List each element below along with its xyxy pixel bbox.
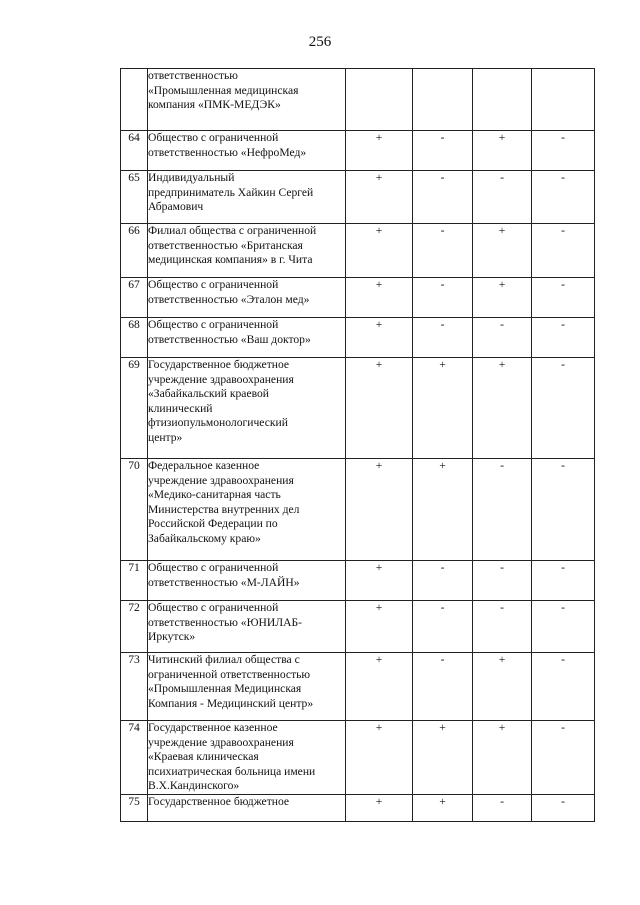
mark-cell-2: - — [413, 224, 473, 278]
mark-cell-2 — [413, 69, 473, 131]
table-row — [121, 601, 595, 653]
organization-name — [148, 131, 346, 171]
organization-name-line: учреждение здравоохранения — [148, 372, 294, 386]
mark-cell-1 — [346, 69, 413, 131]
organization-name — [148, 278, 346, 318]
mark-cell-2: - — [413, 171, 473, 224]
table-row — [121, 69, 595, 131]
mark-cell-1: + — [346, 601, 413, 653]
row-number: 64 — [121, 131, 148, 171]
mark-cell-2: - — [413, 318, 473, 358]
mark-cell-4: - — [532, 224, 595, 278]
organization-name-line: Читинский филиал общества с — [148, 653, 300, 666]
mark-cell-4: - — [532, 318, 595, 358]
mark-cell-2: - — [413, 561, 473, 601]
mark-cell-4: - — [532, 601, 595, 653]
mark-cell-1: + — [346, 653, 413, 721]
mark-cell-4: - — [532, 653, 595, 721]
mark-cell-1: + — [346, 171, 413, 224]
mark-cell-1: + — [346, 358, 413, 459]
mark-cell-3: + — [473, 358, 532, 459]
mark-cell-3: - — [473, 318, 532, 358]
table-body — [121, 69, 595, 822]
organization-name — [148, 561, 346, 601]
row-number: 72 — [121, 601, 148, 653]
mark-cell-4 — [532, 69, 595, 131]
row-number: 65 — [121, 171, 148, 224]
organization-name-line: фтизиопульмонологический — [148, 416, 288, 430]
organizations-table — [120, 68, 595, 822]
organization-name-line: учреждение здравоохранения — [148, 735, 294, 749]
row-number: 74 — [121, 721, 148, 795]
organization-name — [148, 69, 346, 131]
organization-name-line: Российской Федерации по — [148, 517, 278, 531]
mark-cell-3: - — [473, 794, 532, 821]
mark-cell-4: - — [532, 358, 595, 459]
organization-name — [148, 794, 346, 821]
table-row — [121, 721, 595, 795]
organization-name-line: ответственностью — [148, 69, 238, 82]
organization-name-line: Общество с ограниченной — [148, 601, 279, 614]
organization-name-line: В.Х.Кандинского» — [148, 779, 240, 793]
organization-name-line: Филиал общества с ограниченной — [148, 224, 317, 237]
row-number: 68 — [121, 318, 148, 358]
organization-name-line: центр» — [148, 430, 183, 444]
row-number: 71 — [121, 561, 148, 601]
organization-name-line: Федеральное казенное — [148, 459, 260, 472]
row-number: 70 — [121, 459, 148, 561]
row-number: 69 — [121, 358, 148, 459]
mark-cell-2: - — [413, 131, 473, 171]
mark-cell-1: + — [346, 224, 413, 278]
organization-name-line: Индивидуальный — [148, 171, 235, 184]
table-row — [121, 459, 595, 561]
row-number — [121, 69, 148, 131]
table-row — [121, 278, 595, 318]
mark-cell-3: - — [473, 459, 532, 561]
organization-name-line: ответственностью «Эталон мед» — [148, 292, 310, 306]
organization-name-line: психиатрическая больница имени — [148, 764, 316, 778]
mark-cell-2: + — [413, 358, 473, 459]
organization-name-line: ответственностью «Британская — [148, 238, 303, 252]
organization-name — [148, 653, 346, 721]
mark-cell-4: - — [532, 561, 595, 601]
organization-name-line: Государственное казенное — [148, 721, 278, 734]
mark-cell-4: - — [532, 794, 595, 821]
mark-cell-1: + — [346, 721, 413, 795]
organization-name-line: ответственностью «Ваш доктор» — [148, 332, 311, 346]
organization-name — [148, 459, 346, 561]
mark-cell-2: + — [413, 721, 473, 795]
table-row — [121, 171, 595, 224]
mark-cell-4: - — [532, 459, 595, 561]
organization-name-line: «Медико-санитарная часть — [148, 488, 281, 502]
organization-name-line: ограниченной ответственностью — [148, 667, 311, 681]
mark-cell-1: + — [346, 794, 413, 821]
mark-cell-3: - — [473, 601, 532, 653]
mark-cell-3: + — [473, 131, 532, 171]
table-row — [121, 224, 595, 278]
organization-name — [148, 171, 346, 224]
table-row — [121, 653, 595, 721]
organization-name — [148, 721, 346, 795]
row-number: 67 — [121, 278, 148, 318]
mark-cell-4: - — [532, 131, 595, 171]
organization-name-line: медицинская компания» в г. Чита — [148, 253, 313, 267]
organization-name — [148, 318, 346, 358]
mark-cell-4: - — [532, 721, 595, 795]
organization-name-line: Забайкальскому краю» — [148, 531, 261, 545]
row-number: 73 — [121, 653, 148, 721]
mark-cell-2: - — [413, 278, 473, 318]
organization-name — [148, 224, 346, 278]
table-row — [121, 318, 595, 358]
organization-name-line: Государственное бюджетное — [148, 358, 290, 371]
table-row — [121, 131, 595, 171]
mark-cell-1: + — [346, 318, 413, 358]
table-row — [121, 358, 595, 459]
table-row — [121, 561, 595, 601]
mark-cell-1: + — [346, 278, 413, 318]
row-number: 75 — [121, 794, 148, 821]
organization-name-line: Компания - Медицинский центр» — [148, 696, 314, 710]
organization-name-line: ответственностью «М-ЛАЙН» — [148, 575, 300, 589]
mark-cell-1: + — [346, 459, 413, 561]
mark-cell-1: + — [346, 561, 413, 601]
organization-name-line: учреждение здравоохранения — [148, 473, 294, 487]
organization-name-line: Иркутск» — [148, 630, 196, 644]
page-number: 256 — [308, 34, 332, 50]
organization-name-line: «Забайкальский краевой — [148, 387, 269, 401]
mark-cell-4: - — [532, 171, 595, 224]
mark-cell-3: + — [473, 278, 532, 318]
mark-cell-2: + — [413, 794, 473, 821]
organization-name — [148, 358, 346, 459]
organization-name-line: ответственностью «НефроМед» — [148, 145, 307, 159]
mark-cell-2: - — [413, 601, 473, 653]
organization-name-line: «Краевая клиническая — [148, 750, 259, 764]
organization-name-line: компания «ПМК-МЕДЭК» — [148, 98, 281, 112]
row-number: 66 — [121, 224, 148, 278]
table-row — [121, 794, 595, 821]
organization-name-line: ответственностью «ЮНИЛАБ- — [148, 615, 303, 629]
mark-cell-3: + — [473, 653, 532, 721]
mark-cell-1: + — [346, 131, 413, 171]
mark-cell-2: - — [413, 653, 473, 721]
organization-name-line: Общество с ограниченной — [148, 561, 279, 574]
organization-name-line: Общество с ограниченной — [148, 131, 279, 144]
organization-name — [148, 601, 346, 653]
mark-cell-3 — [473, 69, 532, 131]
organization-name-line: Абрамович — [148, 200, 204, 214]
organization-name-line: Министерства внутренних дел — [148, 502, 300, 516]
mark-cell-3: + — [473, 224, 532, 278]
organization-name-line: Общество с ограниченной — [148, 318, 279, 331]
organization-name-line: «Промышленная Медицинская — [148, 682, 302, 696]
organization-name-line: предприниматель Хайкин Сергей — [148, 185, 314, 199]
organization-name-line: Государственное бюджетное — [148, 794, 290, 808]
organization-name-line: Общество с ограниченной — [148, 278, 279, 291]
mark-cell-3: - — [473, 171, 532, 224]
mark-cell-3: + — [473, 721, 532, 795]
organization-name-line: «Промышленная медицинская — [148, 83, 299, 97]
organization-name-line: клинический — [148, 401, 213, 415]
mark-cell-3: - — [473, 561, 532, 601]
mark-cell-2: + — [413, 459, 473, 561]
mark-cell-4: - — [532, 278, 595, 318]
